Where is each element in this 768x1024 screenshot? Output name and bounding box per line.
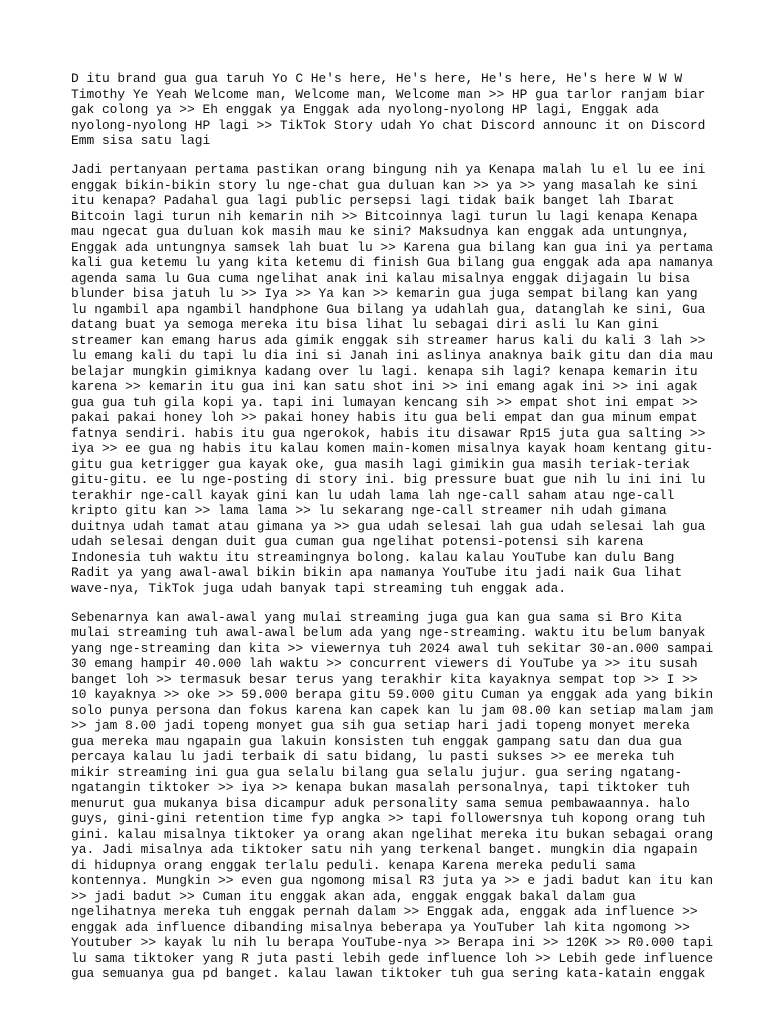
paragraph-questions: Jadi pertanyaan pertama pastikan orang bingung nih ya Kenapa malah lu el lu ee ini enggak bikin-bikin story lu nge-chat gua duluan kan >> ya >> yang masalah ke sini itu kenapa? Padahal gua lagi public persepsi lagi tidak baik banget lah Ibarat Bitcoin lagi turun nih kemarin nih >> Bitcoinnya lagi turun lu lagi kenapa Kenapa mau ngecat gua duluan kok masih mau ke sini? Maksudnya kan enggak ada untungnya, Enggak ada untungnya samsek lah buat lu >> Karena gua bilang kan gua ini ya pertama kali gua ketemu lu yang kita ketemu di finish Gua bilang gua enggak ada apa namanya agenda sama lu Gua cuma ngelihat anak ini kalau misalnya enggak dijagain lu bisa blunder bisa jatuh lu >> Iya >> Ya kan >> kemarin gua juga sempat bilang kan yang lu ngambil apa ngambil handphone Gua bilang ya udahlah gua, datanglah ke sini, Gua datang buat ya semoga mereka itu bisa lihat lu sebagai diri asli lu Kan gini streamer kan emang harus ada gimik enggak sih streamer harus kali du kali 3 lah >> lu emang kali du tapi lu dia ini si Janah ini aslinya anaknya baik gitu dan dia mau belajar mungkin gimiknya kadang over lu lagi. kenapa sih lagi? kenapa kemarin itu karena >> kemarin itu gua ini kan satu shot ini >> ini emang agak ini >> ini agak gua gua tuh gila kopi ya. tapi ini lumayan kencang sih >> empat shot ini empat >> pakai pakai honey loh >> pakai honey habis itu gua beli empat dan gua minum empat fatnya sendiri. habis itu gua ngerokok, habis itu disawar Rp15 juta gua salting >> iya >> ee gua ng habis itu kalau komen main-komen misalnya kayak hoam kentang gitu- gitu gua ketrigger gua kayak oke, gua masih lagi gimikin gua masih teriak-teriak gitu-gitu. ee lu nge-posting di story ini. big pressure buat gue nih lu ini ini lu terakhir nge-call kayak gini kan lu udah lama lah nge-call saham atau nge-call kripto gitu kan >> lama lama >> lu sekarang nge-call streamer nih udah gimana duitnya udah tamat atau gimana ya >> gua udah selesai lah gua udah selesai lah gua udah selesai dengan duit gua cuman gua ngelihat potensi-potensi sih karena Indonesia tuh waktu itu streamingnya bolong. kalau kalau YouTube kan dulu Bang Radit ya yang awal-awal bikin bikin apa namanya YouTube itu jadi naik Gua lihat wave-nya, TikTok juga udah banyak tapi streaming tuh enggak ada.	[71, 162, 714, 596]
paragraph-intro: D itu brand gua gua taruh Yo C He's here, He's here, He's here, He's here W W W Timothy Ye Yeah Welcome man, Welcome man, Welcome man >> HP gua tarlor ranjam biar gak colong ya >> Eh enggak ya Enggak ada nyolong-nyolong HP lagi, Enggak ada nyolong-nyolong HP lagi >> TikTok Story udah Yo chat Discord announc it on Discord Emm sisa satu lagi	[71, 71, 706, 148]
paragraph-streaming: Sebenarnya kan awal-awal yang mulai streaming juga gua kan gua sama si Bro Kita mulai streaming tuh awal-awal belum ada yang nge-streaming. waktu itu belum banyak yang nge-streaming dan kita >> viewernya tuh 2024 awal tuh sekitar 30-an.000 sampai 30 emang hampir 40.000 lah waktu >> concurrent viewers di YouTube ya >> itu susah banget loh >> termasuk besar terus yang terakhir kita kayaknya sempat top >> I >> 10 kayaknya >> oke >> 59.000 berapa gitu 59.000 gitu Cuman ya enggak ada yang bikin solo punya persona dan fokus karena kan capek kan lu jam 08.00 kan setiap malam jam >> jam 8.00 jadi topeng monyet gua sih gua setiap hari jadi topeng monyet mereka gua mereka mau ngapain gua lakuin konsisten tuh enggak gampang satu dan dua gua percaya kalau lu jadi terbaik di satu bidang, lu pasti sukses >> ee mereka tuh mikir streaming ini gua gua selalu bilang gua selalu jujur. gua sering ngatang- ngatangin tiktoker >> iya >> kenapa bukan masalah personalnya, tapi tiktoker tuh menurut gua mukanya bisa dicampur aduk personality sama semua pembawaannya. halo guys, gini-gini retention time fyp angka >> tapi followersnya tuh kopong orang tuh gini. kalau misalnya tiktoker ya orang akan ngelihat mereka itu bukan sebagai orang ya. Jadi misalnya ada tiktoker satu nih yang terkenal banget. mungkin dia ngapain di hidupnya orang enggak terlalu peduli. kenapa Karena mereka peduli sama kontennya. Mungkin >> even gua ngomong misal R3 juta ya >> e jadi badut kan itu kan >> jadi badut >> Cuman itu enggak akan ada, enggak enggak bakal dalam gua ngelihatnya mereka tuh enggak pernah dalam >> Enggak ada, enggak ada influence >> enggak ada influence dibanding misalnya beberapa ya YouTuber lah kita ngomong >> Youtuber >> kayak lu nih lu berapa YouTube-nya >> Berapa ini >> 120K >> R0.000 tapi lu sama tiktoker yang R juta pasti lebih gede influence loh >> Lebih gede influence gua semuanya gua pd banget. kalau lawan tiktoker tuh gua sering kata-katain enggak	[71, 609, 714, 981]
